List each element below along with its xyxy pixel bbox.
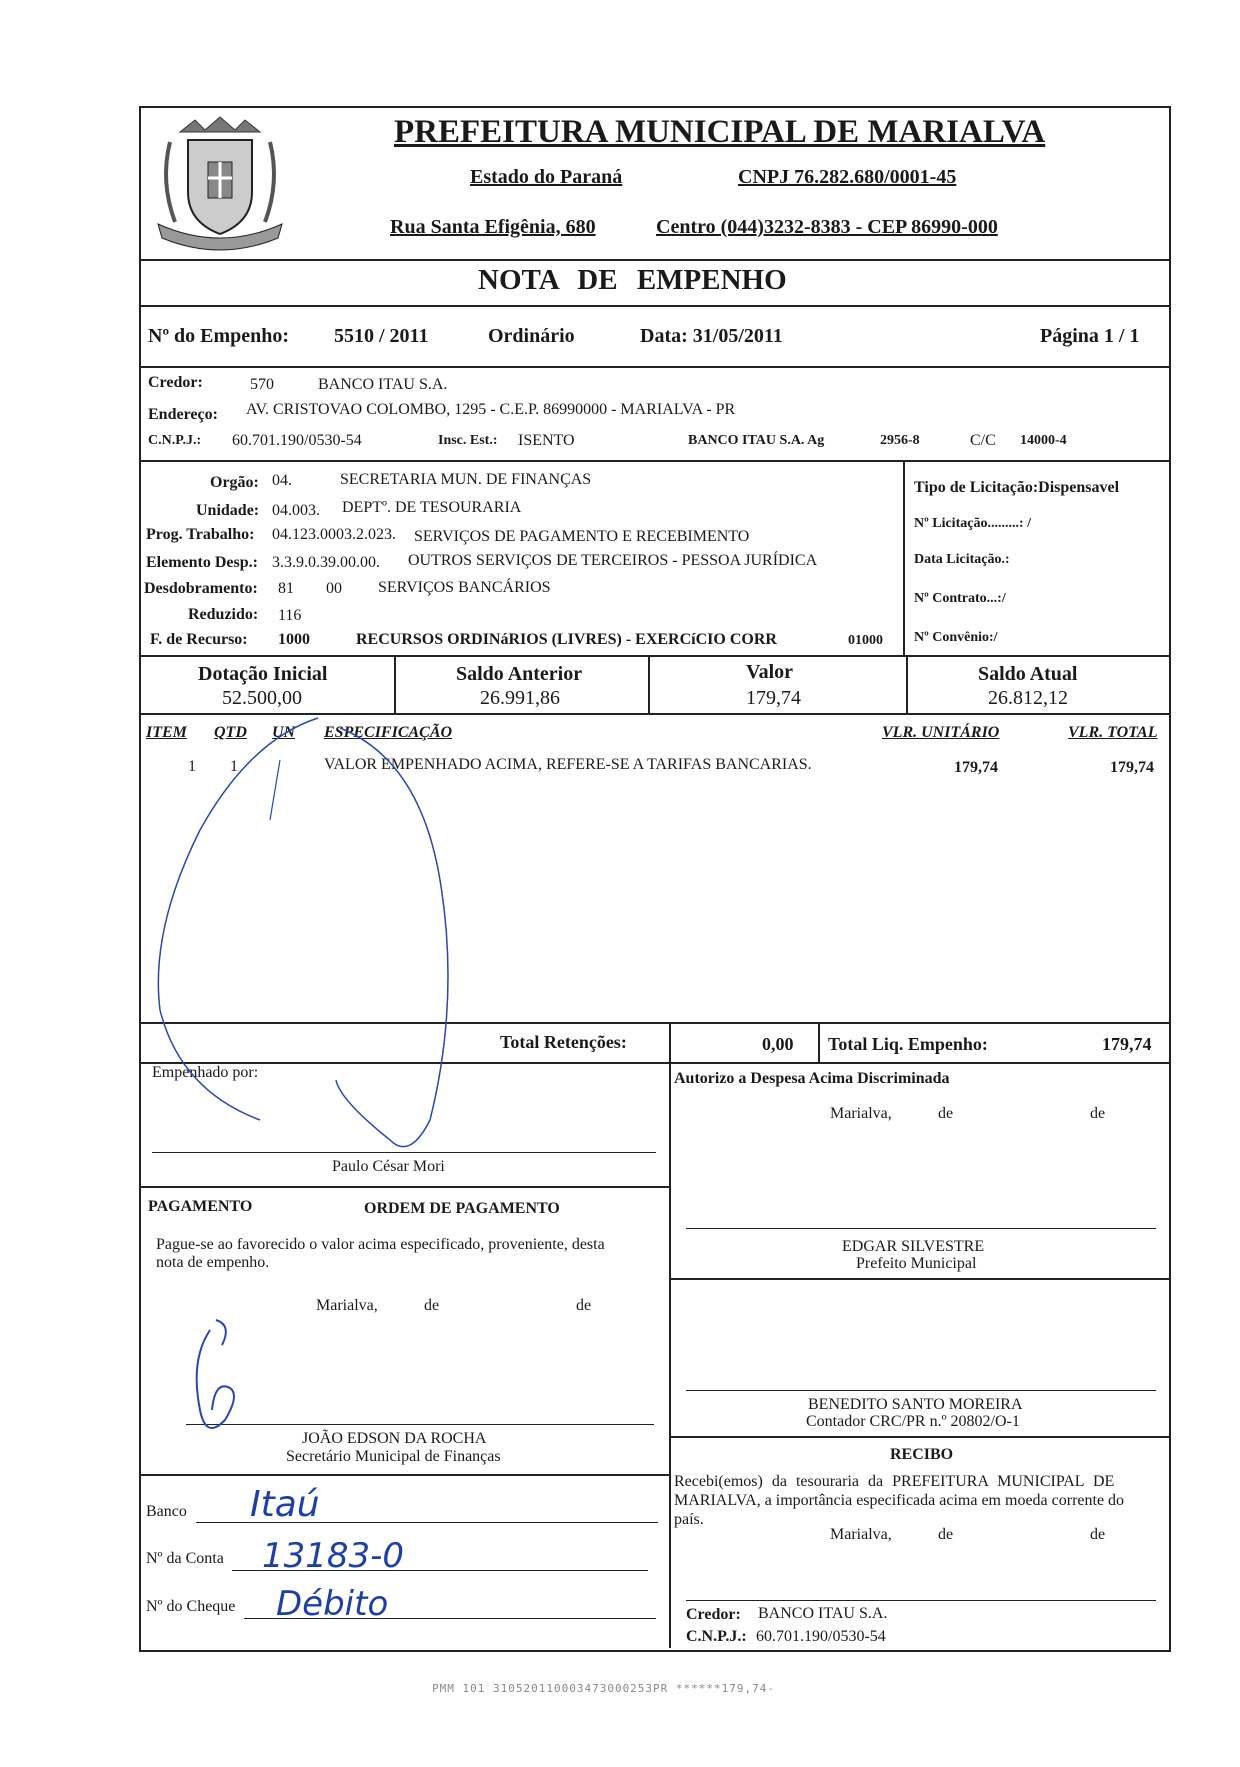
saldo-anterior-label: Saldo Anterior — [456, 663, 583, 685]
de-2a: de — [424, 1297, 440, 1314]
recibo-cnpj-label: C.N.P.J.: — [686, 1628, 747, 1645]
edgar-name: EDGAR SILVESTRE — [842, 1238, 985, 1255]
saldo-anterior: 26.991,86 — [480, 687, 560, 709]
contador: Contador CRC/PR n.º 20802/O-1 — [806, 1413, 1020, 1430]
desd-label: Desdobramento: — [144, 580, 258, 597]
credor-cnpj: 60.701.190/0530-54 — [232, 432, 362, 449]
col-unit-value: VLR. UNITÁRIO — [882, 724, 1000, 741]
row-qtd: 1 — [230, 758, 238, 775]
prefeito: Prefeito Municipal — [856, 1255, 977, 1272]
unidade-label: Unidade: — [196, 502, 260, 519]
de-1b: de — [1090, 1105, 1106, 1122]
estado: Estado do Paraná — [470, 166, 623, 188]
retencoes: 0,00 — [762, 1034, 794, 1054]
insc: ISENTO — [518, 432, 575, 449]
unidade-code: 04.003. — [272, 502, 320, 519]
elem: OUTROS SERVIÇOS DE TERCEIROS - PESSOA JURÍDICA — [408, 552, 818, 569]
cheque-handwritten: Débito — [276, 1584, 389, 1624]
page-number: Página 1 / 1 — [1040, 325, 1140, 347]
row-unit: 179,74 — [954, 759, 998, 776]
cnpj-header: CNPJ 76.282.680/0001-45 — [738, 166, 957, 188]
marialva-date-3: Marialva, — [830, 1526, 892, 1543]
credor-name: BANCO ITAU S.A. — [318, 376, 448, 393]
de-1a: de — [938, 1105, 954, 1122]
convenio: Nº Convênio:/ — [914, 630, 998, 645]
reduzido: 116 — [278, 607, 302, 624]
liq-empenho-label: Total Liq. Empenho: — [828, 1034, 988, 1054]
ordem-pagamento: ORDEM DE PAGAMENTO — [364, 1200, 560, 1217]
de-2b: de — [576, 1297, 592, 1314]
row-spec: VALOR EMPENHADO ACIMA, REFERE-SE A TARIFAS BANCARIAS. — [324, 756, 812, 773]
contrato: Nº Contrato...:/ — [914, 591, 1006, 606]
col-total-value: VLR. TOTAL — [1068, 724, 1158, 741]
col-spec: ESPECIFICAÇÃO — [324, 724, 453, 741]
marialva-date-1: Marialva, — [830, 1105, 892, 1122]
de-3b: de — [1090, 1526, 1106, 1543]
autorizo: Autorizo a Despesa Acima Discriminada — [674, 1070, 950, 1087]
benedito-name: BENEDITO SANTO MOREIRA — [808, 1396, 1023, 1413]
desd-b: 00 — [326, 580, 342, 597]
dotacao: 52.500,00 — [222, 687, 302, 709]
bank-name: BANCO ITAU S.A. Ag — [688, 433, 825, 448]
credor-label: Credor: — [148, 374, 203, 391]
prog-code: 04.123.0003.2.023. — [272, 526, 396, 543]
footer-code: PMM 101 310520110003473000253PR ******179,74- — [432, 1682, 776, 1695]
de-3a: de — [938, 1526, 954, 1543]
orgao-label: Orgão: — [210, 474, 259, 491]
elem-label: Elemento Desp.: — [146, 554, 258, 571]
col-item: ITEM — [146, 724, 187, 741]
prog-label: Prog. Trabalho: — [146, 526, 255, 543]
col-un: UN — [272, 724, 296, 741]
pagamento: PAGAMENTO — [148, 1198, 253, 1215]
insc-label: Insc. Est.: — [438, 433, 498, 448]
elem-code: 3.3.9.0.39.00.00. — [272, 554, 380, 571]
joao-name: JOÃO EDSON DA ROCHA — [302, 1430, 487, 1447]
doc-title: NOTA DE EMPENHO — [478, 264, 787, 296]
desd-a: 81 — [278, 580, 294, 597]
contact: Centro (044)3232-8383 - CEP 86990-000 — [656, 216, 998, 238]
valor: 179,74 — [746, 687, 801, 709]
orgao: SECRETARIA MUN. DE FINANÇAS — [340, 471, 592, 488]
row-item: 1 — [188, 758, 196, 775]
empenho-type: Ordinário — [488, 325, 575, 347]
cheque-label: Nº do Cheque — [146, 1598, 236, 1615]
conta-label: Nº da Conta — [146, 1550, 224, 1567]
recebi-line-1: Recebi(emos) da tesouraria da PREFEITURA MUNICIPAL DE — [674, 1473, 1115, 1490]
sec-financas: Secretário Municipal de Finanças — [286, 1448, 501, 1465]
recibo: RECIBO — [890, 1446, 954, 1463]
recibo-credor: BANCO ITAU S.A. — [758, 1605, 888, 1622]
desd: SERVIÇOS BANCÁRIOS — [378, 579, 551, 596]
address-label: Endereço: — [148, 406, 218, 423]
agency: 2956-8 — [880, 433, 920, 448]
reduzido-label: Reduzido: — [188, 606, 259, 623]
data-licitacao: Data Licitação.: — [914, 552, 1010, 567]
liq-empenho: 179,74 — [1102, 1034, 1152, 1054]
fonte: RECURSOS ORDINáRIOS (LIVRES) - EXERCíCIO CORR — [356, 631, 777, 648]
fonte-num: 01000 — [848, 633, 883, 648]
recibo-credor-label: Credor: — [686, 1606, 741, 1623]
marialva-date-2: Marialva, — [316, 1297, 378, 1314]
banco-handwritten: Itaú — [250, 1484, 320, 1525]
empenho-date: Data: 31/05/2011 — [640, 325, 783, 347]
pague-text-2: nota de empenho. — [156, 1254, 270, 1271]
valor-label: Valor — [746, 661, 794, 683]
pague-text: Pague-se ao favorecido o valor acima especificado, proveniente, desta — [156, 1236, 605, 1253]
row-total: 179,74 — [1110, 759, 1154, 776]
recibo-cnpj: 60.701.190/0530-54 — [756, 1628, 886, 1645]
orgao-code: 04. — [272, 472, 292, 489]
fonte-label: F. de Recurso: — [150, 631, 248, 648]
empenhado-por: Empenhado por: — [152, 1064, 259, 1081]
recebi-line-2: MARIALVA, a importância especificada acima em moeda corrente do — [674, 1492, 1125, 1509]
cc: 14000-4 — [1020, 433, 1067, 448]
paulo-name: Paulo César Mori — [332, 1158, 445, 1175]
empenho-number: 5510 / 2011 — [334, 325, 429, 347]
col-qtd: QTD — [214, 724, 247, 741]
credor-cnpj-label: C.N.P.J.: — [148, 433, 202, 448]
street: Rua Santa Efigênia, 680 — [390, 216, 596, 238]
cc-label: C/C — [970, 432, 996, 449]
prog: SERVIÇOS DE PAGAMENTO E RECEBIMENTO — [414, 528, 750, 545]
unidade: DEPTº. DE TESOURARIA — [342, 499, 522, 516]
dotacao-label: Dotação Inicial — [198, 663, 328, 685]
fonte-code: 1000 — [278, 631, 310, 648]
empenho-number-label: Nº do Empenho: — [148, 325, 290, 347]
saldo-atual: 26.812,12 — [988, 687, 1068, 709]
recebi-line-3: país. — [674, 1511, 704, 1528]
address: AV. CRISTOVAO COLOMBO, 1295 - C.E.P. 86990000 - MARIALVA - PR — [246, 401, 736, 418]
saldo-atual-label: Saldo Atual — [978, 663, 1078, 685]
conta-handwritten: 13183-0 — [262, 1536, 405, 1576]
banco-label: Banco — [146, 1503, 187, 1520]
retencoes-label: Total Retenções: — [500, 1032, 627, 1052]
num-licitacao: Nº Licitação.........: / — [914, 516, 1031, 531]
prefeitura-title: PREFEITURA MUNICIPAL DE MARIALVA — [394, 114, 1046, 150]
tipo-licitacao: Tipo de Licitação:Dispensavel — [914, 479, 1120, 496]
credor-code: 570 — [250, 376, 274, 393]
